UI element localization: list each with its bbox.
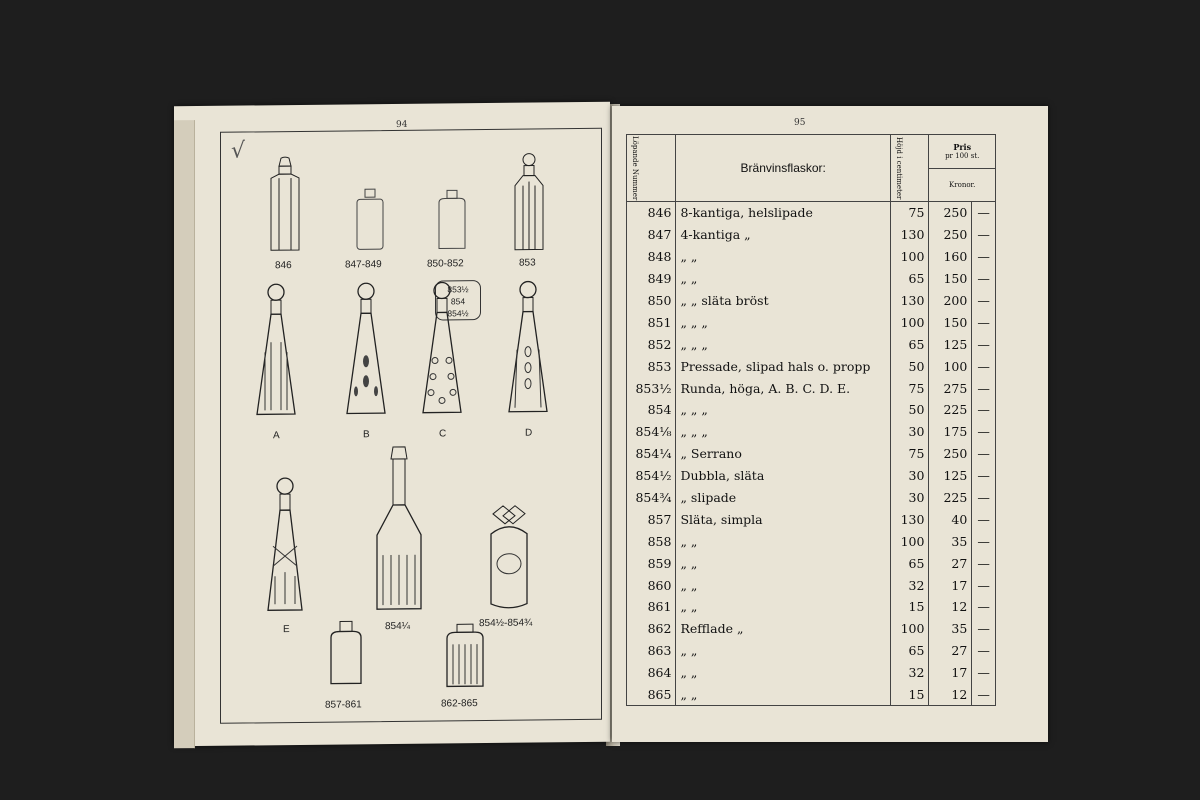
caption-847-849: 847-849 [345, 259, 382, 271]
row-height: 50 [890, 355, 928, 377]
header-number: Löpande Nummer [627, 135, 676, 202]
row-description: 4-kantiga „ [676, 224, 890, 246]
row-height: 15 [890, 684, 928, 706]
header-height: Höjd i centimeter [890, 135, 928, 202]
caption-862-865: 862-865 [441, 698, 478, 710]
row-number: 852 [627, 333, 676, 355]
row-height: 65 [890, 552, 928, 574]
row-dash: — [972, 487, 996, 509]
row-price: 40 [929, 508, 972, 530]
row-height: 50 [890, 399, 928, 421]
row-price: 275 [929, 377, 972, 399]
right-page [612, 106, 1048, 742]
row-dash: — [972, 684, 996, 706]
table-row [627, 399, 996, 421]
row-price: 125 [929, 333, 972, 355]
bottle-b-illustration [341, 281, 391, 424]
row-price: 250 [929, 224, 972, 246]
row-height: 32 [890, 574, 928, 596]
row-price: 27 [929, 640, 972, 662]
row-description: Pressade, slipad hals o. propp [676, 355, 890, 377]
row-number: 863 [627, 640, 676, 662]
row-dash: — [972, 640, 996, 662]
row-height: 30 [890, 421, 928, 443]
bracket-line-2: 854 [450, 296, 466, 307]
row-height: 65 [890, 333, 928, 355]
table-row [627, 574, 996, 596]
table-row [627, 640, 996, 662]
table-row [627, 508, 996, 530]
row-number: 853½ [627, 377, 676, 399]
page-edges [174, 120, 195, 748]
row-price: 12 [929, 684, 972, 706]
row-height: 32 [890, 662, 928, 684]
table-row [627, 552, 996, 574]
row-dash: — [972, 399, 996, 421]
row-height: 75 [890, 443, 928, 465]
table-row [627, 684, 996, 706]
row-number: 846 [627, 202, 676, 224]
row-height: 15 [890, 596, 928, 618]
row-description: „ „ „ [676, 421, 890, 443]
row-dash: — [972, 202, 996, 224]
row-description: „ „ [676, 574, 890, 596]
row-height: 100 [890, 311, 928, 333]
row-height: 75 [890, 202, 928, 224]
row-price: 250 [929, 443, 972, 465]
row-number: 858 [627, 530, 676, 552]
row-number: 851 [627, 311, 676, 333]
bottle-854h-illustration [483, 504, 535, 613]
row-number: 854⅛ [627, 421, 676, 443]
bracket-line-3: 854½ [447, 308, 469, 319]
row-description: Släta, simpla [676, 508, 890, 530]
caption-853: 853 [519, 257, 536, 269]
row-height: 130 [890, 224, 928, 246]
row-description: „ „ „ [676, 333, 890, 355]
row-price: 225 [929, 487, 972, 509]
row-dash: — [972, 508, 996, 530]
page-number-right: 95 [794, 118, 806, 128]
row-height: 100 [890, 530, 928, 552]
bottle-854q-illustration [369, 445, 429, 614]
row-number: 857 [627, 508, 676, 530]
row-dash: — [972, 333, 996, 355]
row-number: 847 [627, 224, 676, 246]
row-description: „ slipade [676, 487, 890, 509]
price-rows [627, 202, 996, 706]
row-dash: — [972, 290, 996, 312]
row-price: 125 [929, 465, 972, 487]
row-number: 854¼ [627, 443, 676, 465]
row-number: 854 [627, 399, 676, 421]
row-price: 250 [929, 202, 972, 224]
row-dash: — [972, 224, 996, 246]
table-row [627, 421, 996, 443]
row-height: 65 [890, 640, 928, 662]
illustration-plate [220, 128, 602, 724]
row-description: „ „ [676, 662, 890, 684]
row-description: „ Serrano [676, 443, 890, 465]
table-row [627, 202, 996, 224]
row-dash: — [972, 268, 996, 290]
table-row [627, 487, 996, 509]
row-description: Refflade „ [676, 618, 890, 640]
row-description: „ „ [676, 640, 890, 662]
row-dash: — [972, 377, 996, 399]
table-row [627, 246, 996, 268]
row-description: „ „ [676, 530, 890, 552]
row-description: 8-kantiga, helslipade [676, 202, 890, 224]
row-number: 848 [627, 246, 676, 268]
row-description: „ „ släta bröst [676, 290, 890, 312]
row-number: 862 [627, 618, 676, 640]
caption-850-852: 850-852 [427, 258, 464, 270]
row-price: 27 [929, 552, 972, 574]
bottle-847-illustration [353, 187, 387, 253]
row-number: 854½ [627, 465, 676, 487]
row-price: 12 [929, 596, 972, 618]
row-dash: — [972, 421, 996, 443]
row-dash: — [972, 355, 996, 377]
row-description: Runda, höga, A. B. C. D. E. [676, 377, 890, 399]
row-price: 17 [929, 662, 972, 684]
row-dash: — [972, 246, 996, 268]
bottle-c-illustration [417, 280, 467, 423]
table-row [627, 311, 996, 333]
row-description: „ „ [676, 684, 890, 706]
table-row [627, 268, 996, 290]
row-number: 850 [627, 290, 676, 312]
caption-854h: 854½-854¾ [479, 617, 533, 630]
table-row [627, 333, 996, 355]
row-price: 150 [929, 311, 972, 333]
row-dash: — [972, 574, 996, 596]
check-mark: √ [231, 138, 246, 164]
caption-e: E [283, 624, 290, 636]
table-row [627, 596, 996, 618]
table-row [627, 355, 996, 377]
caption-c: C [439, 428, 447, 440]
row-description: „ „ „ [676, 311, 890, 333]
row-height: 75 [890, 377, 928, 399]
row-dash: — [972, 596, 996, 618]
row-description: „ „ [676, 268, 890, 290]
row-dash: — [972, 443, 996, 465]
row-description: Dubbla, släta [676, 465, 890, 487]
row-height: 65 [890, 268, 928, 290]
table-row [627, 530, 996, 552]
row-height: 130 [890, 290, 928, 312]
bottle-857-illustration [327, 619, 365, 689]
table-row [627, 224, 996, 246]
caption-846: 846 [275, 260, 292, 272]
row-number: 853 [627, 355, 676, 377]
bracket-line-1: 853½ [447, 284, 469, 295]
row-height: 30 [890, 465, 928, 487]
row-number: 859 [627, 552, 676, 574]
table-row [627, 465, 996, 487]
header-title: Bränvinsflaskor: [676, 135, 890, 202]
row-height: 100 [890, 618, 928, 640]
row-price: 160 [929, 246, 972, 268]
row-height: 100 [890, 246, 928, 268]
bottle-e-illustration [261, 476, 309, 617]
row-dash: — [972, 311, 996, 333]
caption-a: A [273, 430, 280, 442]
bottle-853-illustration [511, 151, 547, 253]
row-price: 100 [929, 355, 972, 377]
row-height: 30 [890, 487, 928, 509]
header-currency: Kronor. [929, 168, 996, 202]
row-number: 860 [627, 574, 676, 596]
caption-854q: 854¼ [385, 620, 411, 633]
caption-857-861: 857-861 [325, 699, 362, 711]
row-price: 200 [929, 290, 972, 312]
table-row [627, 618, 996, 640]
row-description: „ „ [676, 246, 890, 268]
table-row [627, 662, 996, 684]
row-description: „ „ [676, 596, 890, 618]
row-number: 864 [627, 662, 676, 684]
bottle-846-illustration [265, 156, 305, 256]
table-row [627, 290, 996, 312]
table-row [627, 377, 996, 399]
row-dash: — [972, 618, 996, 640]
caption-d: D [525, 427, 533, 439]
row-dash: — [972, 530, 996, 552]
header-price: Pris pr 100 st. [929, 135, 996, 169]
row-price: 35 [929, 530, 972, 552]
price-table [626, 134, 996, 706]
row-description: „ „ [676, 552, 890, 574]
row-dash: — [972, 465, 996, 487]
row-number: 861 [627, 596, 676, 618]
table-row [627, 443, 996, 465]
left-page [174, 102, 610, 747]
row-number: 865 [627, 684, 676, 706]
row-description: „ „ „ [676, 399, 890, 421]
table-header-row [627, 135, 996, 169]
row-dash: — [972, 552, 996, 574]
row-price: 35 [929, 618, 972, 640]
page-number-left: 94 [396, 119, 408, 130]
bottle-850-illustration [435, 188, 469, 252]
bottle-d-illustration [503, 279, 553, 422]
caption-b: B [363, 429, 370, 441]
row-height: 130 [890, 508, 928, 530]
row-number: 854¾ [627, 487, 676, 509]
row-price: 17 [929, 574, 972, 596]
row-dash: — [972, 662, 996, 684]
row-price: 175 [929, 421, 972, 443]
bottle-a-illustration [251, 282, 301, 425]
row-price: 225 [929, 399, 972, 421]
row-number: 849 [627, 268, 676, 290]
row-price: 150 [929, 268, 972, 290]
open-catalogue-book [158, 98, 1048, 750]
bottle-862-illustration [443, 622, 487, 692]
